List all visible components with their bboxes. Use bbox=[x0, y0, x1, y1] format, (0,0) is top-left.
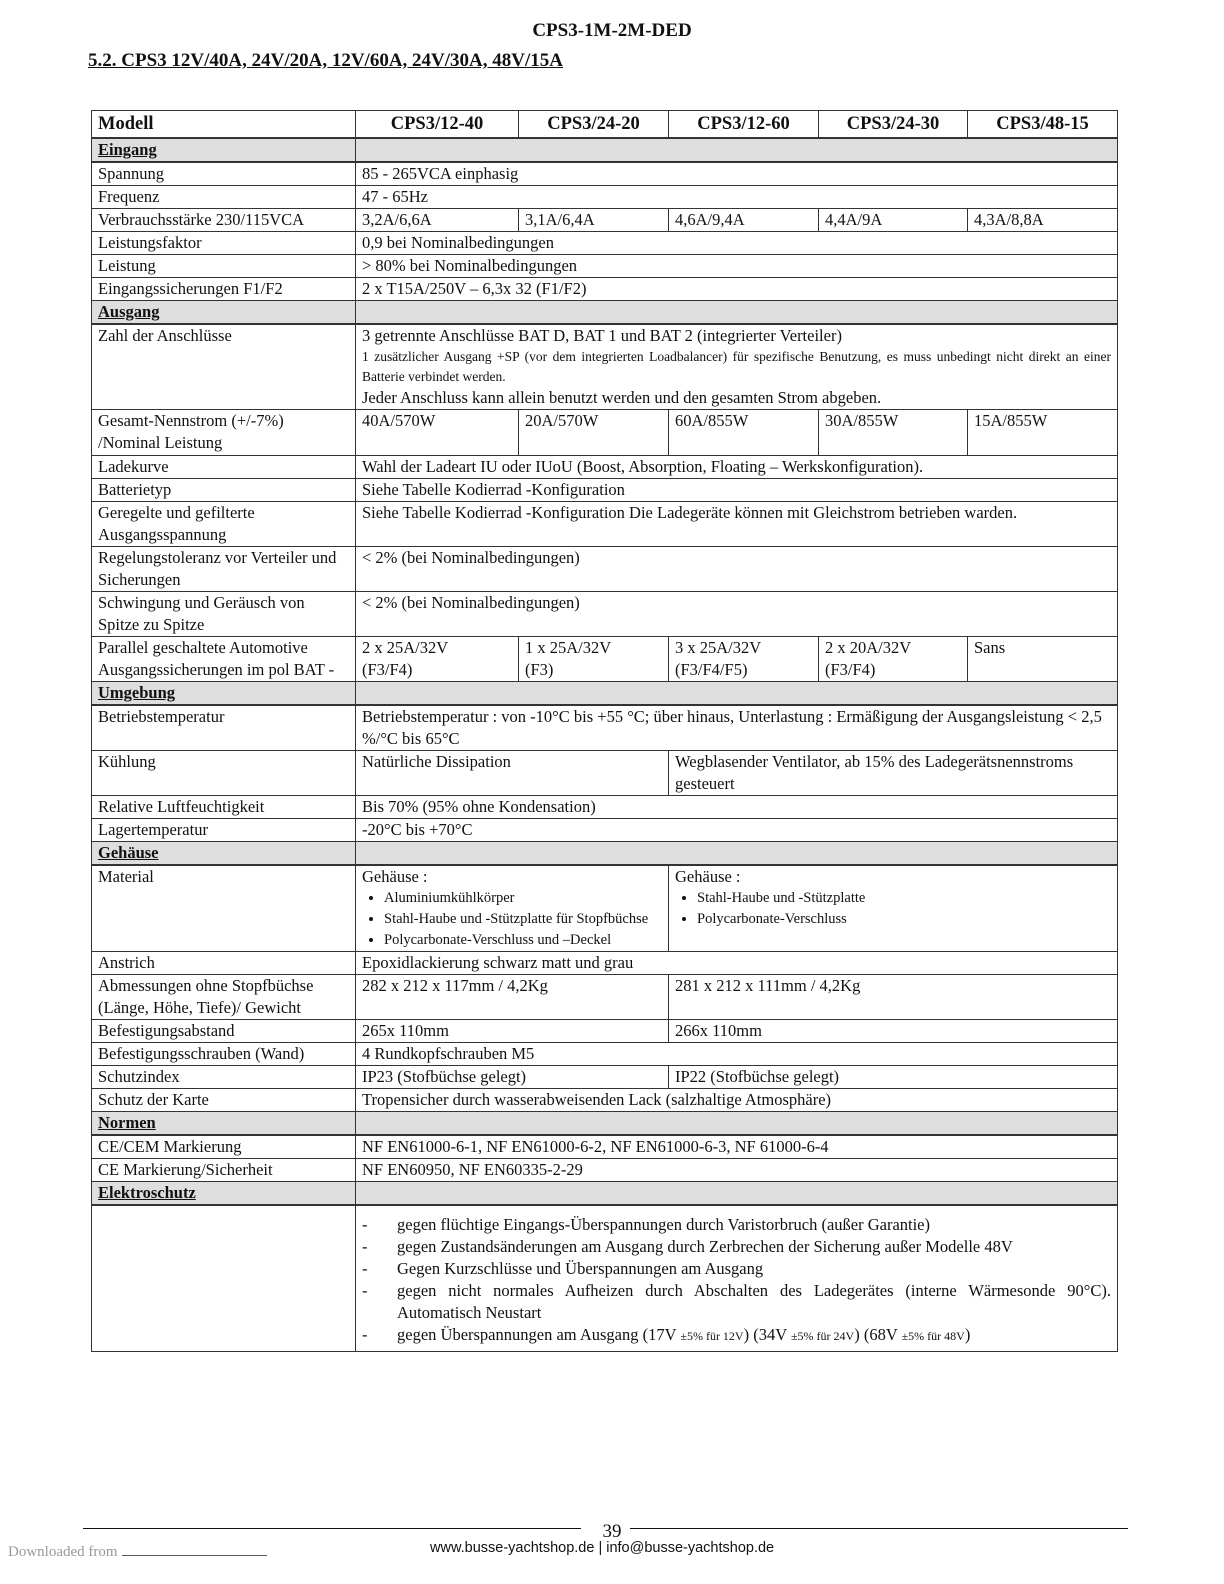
row-label: CE/CEM Markierung bbox=[92, 1135, 356, 1159]
table-row bbox=[92, 975, 1118, 1020]
downloaded-from bbox=[8, 1543, 267, 1561]
row-value: < 2% (bei Nominalbedingungen) bbox=[356, 547, 1118, 592]
section-row-ausgang bbox=[92, 301, 1118, 325]
fuse-line: (F3/F4) bbox=[825, 660, 876, 679]
table-row bbox=[92, 209, 1118, 232]
section-label: Normen bbox=[92, 1112, 356, 1136]
table-row bbox=[92, 502, 1118, 547]
section-row-elektroschutz bbox=[92, 1182, 1118, 1206]
list-item: • Stahl-Haube und -Stützplatte bbox=[697, 888, 1111, 909]
document-code: CPS3-1M-2M-DED bbox=[532, 20, 692, 41]
section-label: Umgebung bbox=[92, 682, 356, 706]
row-value: 266x 110mm bbox=[669, 1020, 1118, 1043]
tolerance-48v: ±5% für 48V bbox=[901, 1329, 965, 1343]
list-item: • Polycarbonate-Verschluss bbox=[697, 909, 1111, 930]
row-value: Natürliche Dissipation bbox=[356, 751, 669, 796]
material-right-list bbox=[675, 888, 1111, 930]
material-left-title: Gehäuse : bbox=[362, 867, 428, 886]
row-label: Gesamt-Nennstrom (+/-7%) /Nominal Leistung bbox=[92, 410, 356, 456]
row-value: Siehe Tabelle Kodierrad -Konfiguration bbox=[356, 479, 1118, 502]
row-value: 30A/855W bbox=[819, 410, 968, 456]
row-label: Relative Luftfeuchtigkeit bbox=[92, 796, 356, 819]
row-value: Betriebstemperatur : von -10°C bis +55 °C; über hinaus, Unterlastung : Ermäßigung der Ausgangsleistung < 2,5 %/°C bis 65°C bbox=[356, 705, 1118, 751]
row-value: NF EN60950, NF EN60335-2-29 bbox=[356, 1159, 1118, 1182]
row-label: Abmessungen ohne Stopfbüchse (Länge, Höhe, Tiefe)/ Gewicht bbox=[92, 975, 356, 1020]
section-row-umgebung bbox=[92, 682, 1118, 706]
row-label: Frequenz bbox=[92, 186, 356, 209]
row-label: Lagertemperatur bbox=[92, 819, 356, 842]
row-value bbox=[519, 637, 669, 682]
row-value: Sans bbox=[968, 637, 1118, 682]
row-value bbox=[356, 637, 519, 682]
fuse-line: 3 x 25A/32V bbox=[675, 638, 762, 657]
row-value: 4,6A/9,4A bbox=[669, 209, 819, 232]
row-value bbox=[819, 637, 968, 682]
list-item: - gegen Zustandsänderungen am Ausgang durch Zerbrechen der Sicherung außer Modelle 48V bbox=[362, 1236, 1111, 1258]
tolerance-24v: ±5% für 24V bbox=[790, 1329, 855, 1343]
list-item: - gegen flüchtige Eingangs-Überspannungen durch Varistorbruch (außer Garantie) bbox=[362, 1214, 1111, 1236]
website-contact[interactable]: www.busse-yachtshop.de | info@busse-yachtshop.de bbox=[430, 1540, 775, 1556]
fuse-line: 1 x 25A/32V bbox=[525, 638, 612, 657]
header-modell: Modell bbox=[92, 111, 356, 139]
table-row bbox=[92, 952, 1118, 975]
row-value: 282 x 212 x 117mm / 4,2Kg bbox=[356, 975, 669, 1020]
row-value: < 2% (bei Nominalbedingungen) bbox=[356, 592, 1118, 637]
row-label: Leistungsfaktor bbox=[92, 232, 356, 255]
table-header-row bbox=[92, 111, 1118, 139]
row-label: Verbrauchsstärke 230/115VCA bbox=[92, 209, 356, 232]
table-row bbox=[92, 1043, 1118, 1066]
table-row bbox=[92, 1135, 1118, 1159]
row-label: Betriebstemperatur bbox=[92, 705, 356, 751]
table-row bbox=[92, 1020, 1118, 1043]
row-value bbox=[669, 865, 1118, 952]
list-item bbox=[362, 1324, 1111, 1347]
section-label: Gehäuse bbox=[92, 842, 356, 866]
row-value: > 80% bei Nominalbedingungen bbox=[356, 255, 1118, 278]
table-row bbox=[92, 232, 1118, 255]
table-row bbox=[92, 162, 1118, 186]
section-label: Ausgang bbox=[92, 301, 356, 325]
anschluesse-line-2: 1 zusätzlicher Ausgang +SP (vor dem integrierten Loadbalancer) für spezifische Benutzung, es muss unbedingt nicht direkt an einer Batterie verbindet werden. bbox=[362, 349, 1111, 384]
row-label: Schutz der Karte bbox=[92, 1089, 356, 1112]
row-label: Schutzindex bbox=[92, 1066, 356, 1089]
table-row bbox=[92, 1089, 1118, 1112]
anschluesse-line-1: 3 getrennte Anschlüsse BAT D, BAT 1 und BAT 2 (integrierter Verteiler) bbox=[362, 326, 842, 345]
download-link[interactable] bbox=[122, 1543, 267, 1556]
row-value: 2 x T15A/250V – 6,3x 32 (F1/F2) bbox=[356, 278, 1118, 301]
table-row bbox=[92, 479, 1118, 502]
section-label: Eingang bbox=[92, 138, 356, 162]
row-value: IP23 (Stofbüchse gelegt) bbox=[356, 1066, 669, 1089]
row-value: 60A/855W bbox=[669, 410, 819, 456]
row-value bbox=[669, 637, 819, 682]
row-label: Leistung bbox=[92, 255, 356, 278]
section-row-eingang bbox=[92, 138, 1118, 162]
row-label: Schwingung und Geräusch von Spitze zu Spitze bbox=[92, 592, 356, 637]
spec-table bbox=[91, 110, 1118, 1352]
downloaded-label: Downloaded from bbox=[8, 1544, 118, 1560]
row-value: 15A/855W bbox=[968, 410, 1118, 456]
row-value: Wahl der Ladeart IU oder IUoU (Boost, Absorption, Floating – Werkskonfiguration). bbox=[356, 456, 1118, 479]
row-value bbox=[356, 324, 1118, 410]
section-label: Elektroschutz bbox=[92, 1182, 356, 1206]
row-label: Material bbox=[92, 865, 356, 952]
list-item: • Stahl-Haube und -Stützplatte für Stopfbüchse bbox=[384, 909, 662, 930]
table-row bbox=[92, 324, 1118, 410]
fuse-line: (F3) bbox=[525, 660, 554, 679]
text-part: ) (68V bbox=[854, 1325, 898, 1344]
row-label: Befestigungsabstand bbox=[92, 1020, 356, 1043]
fuse-line: (F3/F4/F5) bbox=[675, 660, 748, 679]
row-value: Wegblasender Ventilator, ab 15% des Ladegerätsnennstroms gesteuert bbox=[669, 751, 1118, 796]
row-label: Spannung bbox=[92, 162, 356, 186]
page-number: 39 bbox=[602, 1521, 622, 1542]
table-row bbox=[92, 1205, 1118, 1352]
row-label: CE Markierung/Sicherheit bbox=[92, 1159, 356, 1182]
row-value: 281 x 212 x 111mm / 4,2Kg bbox=[669, 975, 1118, 1020]
text-part: gegen Überspannungen am Ausgang (17V bbox=[397, 1325, 677, 1344]
text-part: ) (34V bbox=[743, 1325, 787, 1344]
material-right-title: Gehäuse : bbox=[675, 867, 741, 886]
row-value bbox=[356, 865, 669, 952]
list-item: • Aluminiumkühlkörper bbox=[384, 888, 662, 909]
fuse-line: 2 x 25A/32V bbox=[362, 638, 449, 657]
fuse-line: 2 x 20A/32V bbox=[825, 638, 912, 657]
anschluesse-line-3: Jeder Anschluss kann allein benutzt werden und den gesamten Strom abgeben. bbox=[362, 388, 882, 407]
row-label: Zahl der Anschlüsse bbox=[92, 324, 356, 410]
row-value: 4,4A/9A bbox=[819, 209, 968, 232]
row-label: Befestigungsschrauben (Wand) bbox=[92, 1043, 356, 1066]
header-model-3: CPS3/12-60 bbox=[669, 111, 819, 139]
row-label: Ladekurve bbox=[92, 456, 356, 479]
table-row bbox=[92, 796, 1118, 819]
table-row bbox=[92, 410, 1118, 456]
row-label: Geregelte und gefilterte Ausgangsspannung bbox=[92, 502, 356, 547]
table-row bbox=[92, 1066, 1118, 1089]
table-row bbox=[92, 637, 1118, 682]
row-value bbox=[356, 1205, 1118, 1352]
table-row bbox=[92, 456, 1118, 479]
text-part: ) bbox=[964, 1325, 971, 1344]
fuse-line: (F3/F4) bbox=[362, 660, 413, 679]
section-row-gehaeuse bbox=[92, 842, 1118, 866]
protection-list bbox=[362, 1214, 1111, 1347]
row-value: 40A/570W bbox=[356, 410, 519, 456]
table-row bbox=[92, 705, 1118, 751]
header-model-4: CPS3/24-30 bbox=[819, 111, 968, 139]
row-value: Siehe Tabelle Kodierrad -Konfiguration Die Ladegeräte können mit Gleichstrom betrieben warden. bbox=[356, 502, 1118, 547]
row-value: 4,3A/8,8A bbox=[968, 209, 1118, 232]
row-value: 265x 110mm bbox=[356, 1020, 669, 1043]
row-value: 3,1A/6,4A bbox=[519, 209, 669, 232]
row-value: 20A/570W bbox=[519, 410, 669, 456]
row-value: 3,2A/6,6A bbox=[356, 209, 519, 232]
table-row bbox=[92, 186, 1118, 209]
row-value: NF EN61000-6-1, NF EN61000-6-2, NF EN61000-6-3, NF 61000-6-4 bbox=[356, 1135, 1118, 1159]
table-row bbox=[92, 255, 1118, 278]
row-label: Eingangssicherungen F1/F2 bbox=[92, 278, 356, 301]
header-model-2: CPS3/24-20 bbox=[519, 111, 669, 139]
row-value: Tropensicher durch wasserabweisenden Lack (salzhaltige Atmosphäre) bbox=[356, 1089, 1118, 1112]
header-model-1: CPS3/12-40 bbox=[356, 111, 519, 139]
row-label: Anstrich bbox=[92, 952, 356, 975]
section-row-normen bbox=[92, 1112, 1118, 1136]
row-value: -20°C bis +70°C bbox=[356, 819, 1118, 842]
table-row bbox=[92, 819, 1118, 842]
row-value: Bis 70% (95% ohne Kondensation) bbox=[356, 796, 1118, 819]
row-value: 4 Rundkopfschrauben M5 bbox=[356, 1043, 1118, 1066]
table-row bbox=[92, 547, 1118, 592]
table-row bbox=[92, 278, 1118, 301]
table-row bbox=[92, 592, 1118, 637]
row-value: Epoxidlackierung schwarz matt und grau bbox=[356, 952, 1118, 975]
row-value: 85 - 265VCA einphasig bbox=[356, 162, 1118, 186]
row-value: 47 - 65Hz bbox=[356, 186, 1118, 209]
table-row bbox=[92, 751, 1118, 796]
list-item: - gegen nicht normales Aufheizen durch Abschalten des Ladegerätes (interne Wärmesonde 90°C). Automatisch Neustart bbox=[362, 1280, 1111, 1324]
row-label: Parallel geschaltete Automotive Ausgangssicherungen im pol BAT - bbox=[92, 637, 356, 682]
tolerance-12v: ±5% für 12V bbox=[680, 1329, 744, 1343]
section-title: 5.2. CPS3 12V/40A, 24V/20A, 12V/60A, 24V/30A, 48V/15A bbox=[88, 50, 563, 71]
table-row bbox=[92, 1159, 1118, 1182]
material-left-list bbox=[362, 888, 662, 951]
row-label: Regelungstoleranz vor Verteiler und Sicherungen bbox=[92, 547, 356, 592]
header-model-5: CPS3/48-15 bbox=[968, 111, 1118, 139]
list-item: - Gegen Kurzschlüsse und Überspannungen am Ausgang bbox=[362, 1258, 1111, 1280]
list-item: • Polycarbonate-Verschluss und –Deckel bbox=[384, 930, 662, 951]
row-label: Batterietyp bbox=[92, 479, 356, 502]
table-row bbox=[92, 865, 1118, 952]
row-value: IP22 (Stofbüchse gelegt) bbox=[669, 1066, 1118, 1089]
row-value: 0,9 bei Nominalbedingungen bbox=[356, 232, 1118, 255]
row-label: Kühlung bbox=[92, 751, 356, 796]
